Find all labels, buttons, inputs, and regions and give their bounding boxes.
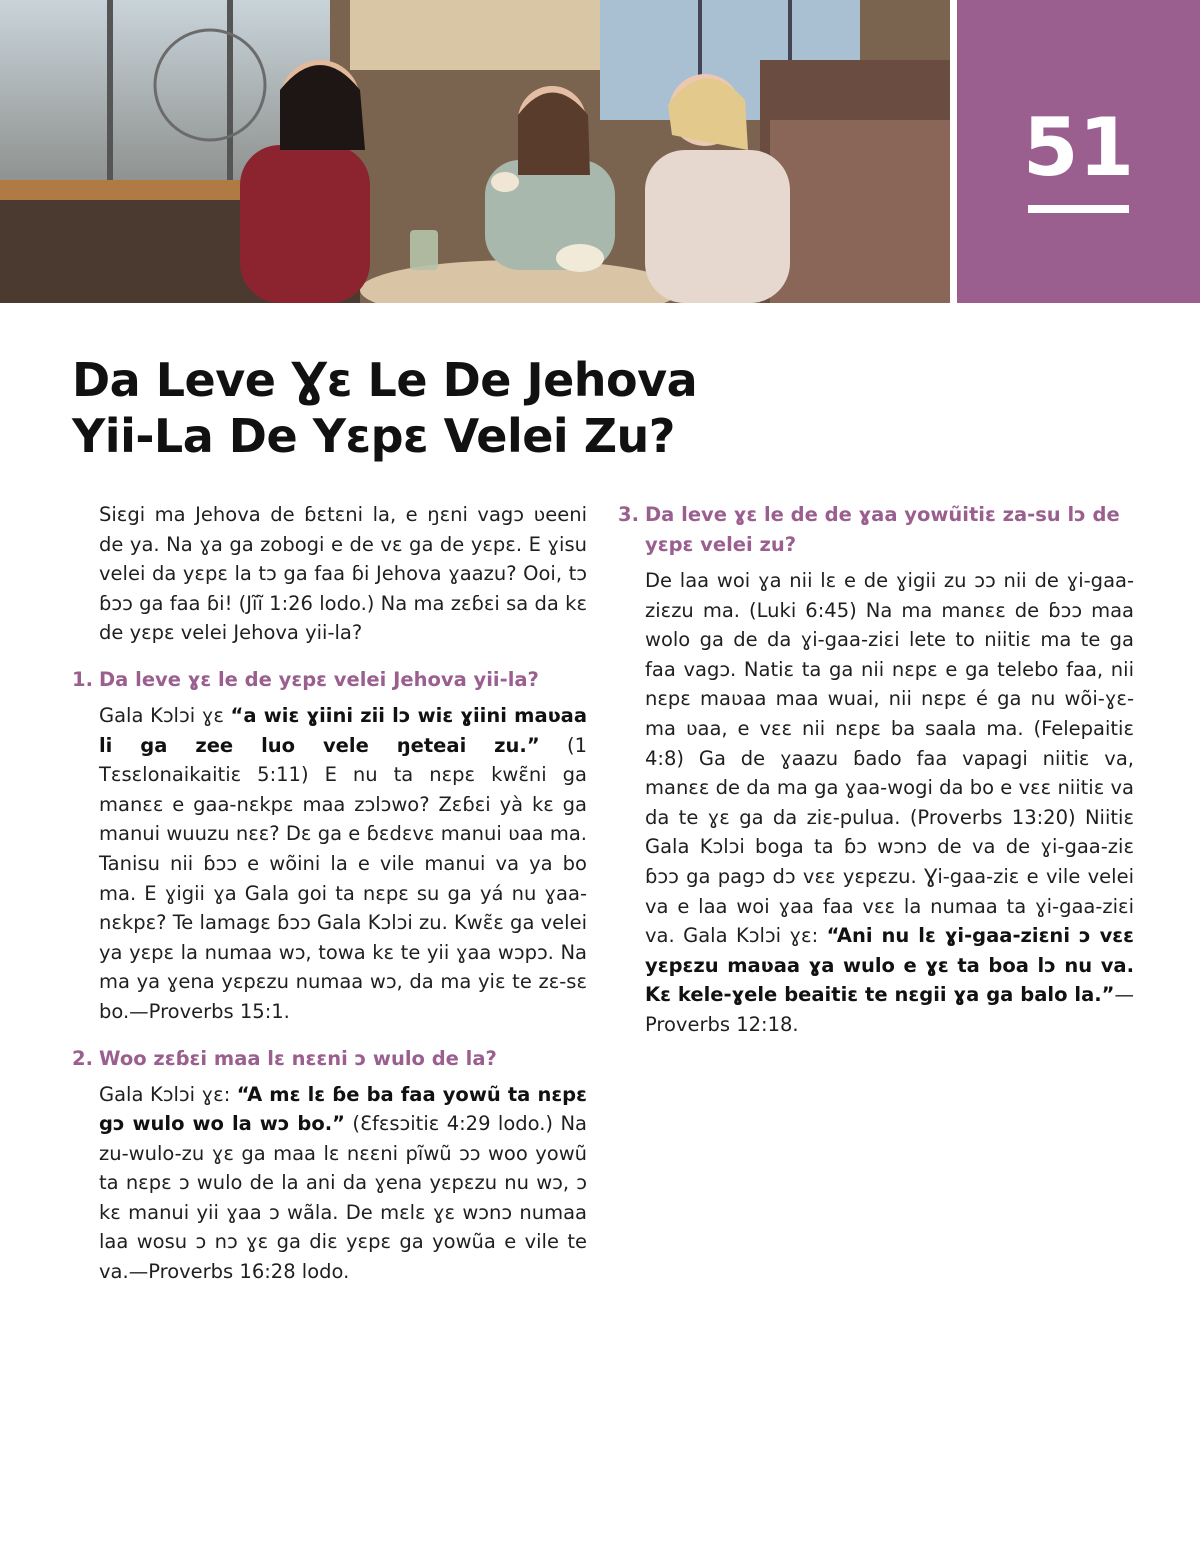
cafe-scene-illustration (0, 0, 950, 303)
section-2-pre: Gala Kɔlɔi ɣɛ: (99, 1082, 237, 1106)
page-title (72, 352, 772, 464)
section-1-pre: Gala Kɔlɔi ɣɛ (99, 703, 231, 727)
section-3-pre: De laa woi ɣa nii lɛ e de ɣigii zu ɔɔ nii de ɣi-gaa-ziɛzu ma. (Luki 6:45) Na ma manɛɛ de ɓɔɔ maa wolo ga de da ɣi-gaa-ziɛi lete to niitiɛ ma te ga faa vagɔ. Natiɛ ta ga nii nɛpɛ e ga telebo faa, nii nɛpɛ maʋaa maa wuai, nii nɛpɛ é ga nu wõi-ɣɛ-ma ʋaa, e vɛɛ nii nɛpɛ ba saala ma. (Felepaitiɛ 4:8) Ga de ɣaazu ɓado faa vapagi niitiɛ va, manɛɛ de da ma ga ɣaa-wogi da bo e vɛɛ niitiɛ va da te ɣɛ ga da ziɛ-pulua. (Proverbs 13:20) Niitiɛ Gala Kɔlɔi boga ta ɓɔ wɔnɔ de va de ɣi-gaa-ziɛ ɓɔɔ ga pagɔ dɔ vɛɛ yɛpɛzu. Ɣi-gaa-ziɛ e vile velei va e laa woi ɣaa faa vɛɛ la numaa ta ɣi-gaa-ziɛi va. Gala Kɔlɔi ɣɛ: (645, 569, 1134, 948)
section-1-question (72, 665, 587, 695)
title-line-1: Da Leve Ɣɛ Le De Jehova (72, 353, 698, 407)
lesson-number-underline (1028, 205, 1129, 213)
section-1-quote: “a wiɛ ɣiini zii lɔ wiɛ ɣiini maʋaa li ga zee luo vele ŋeteai zu.” (99, 703, 587, 757)
section-2-number: 2. (72, 1046, 93, 1070)
section-2-post: (Ɛfɛsɔitiɛ 4:29 lodo.) Na zu-wulo-zu ɣɛ ga maa lɛ nɛɛni pĩwũ ɔɔ woo yowũ ta nɛpɛ ɔ wulo de la ani da ɣena yɛpɛzu nu wɔ, ɔ kɛ manui yii ɣaa ɔ wãla. De mɛlɛ ɣɛ wɔnɔ numaa laa wosu ɔ nɔ ɣɛ ga diɛ yɛpɛ ga yowũa e vile te va.—Proverbs 16:28 lodo. (99, 1112, 587, 1284)
section-1-post: (1 Tɛsɛlonaikaitiɛ 5:11) E nu ta nɛpɛ kwɛ̃ni ga manɛɛ e gaa-nɛkpɛ maa zɔlɔwo? Zɛɓɛi yà kɛ ga manui wuuzu nɛɛ? Dɛ ga e ɓɛdɛvɛ manui ʋaa ma. Tanisu nii ɓɔɔ e wõini la e vile manui va ya bo ma. E ɣigii ɣa Gala goi ta nɛpɛ su ga yá nu ɣaa-nɛkpɛ? Te lamagɛ ɓɔɔ Gala Kɔlɔi zu. Kwɛ̃ɛ ga velei ya yɛpɛ la numaa wɔ, towa kɛ te yii ɣaa wɔpɔ. Na ma ya ɣena yɛpɛzu numaa wɔ, da ma yiɛ te zɛ-sɛ bo.—Proverbs 15:1. (99, 733, 587, 1023)
left-column (72, 500, 587, 1287)
section-2-question (72, 1044, 587, 1074)
section-3-post: —Proverbs 12:18. (645, 983, 1134, 1036)
right-column (618, 500, 1134, 1040)
section-1-paragraph (72, 701, 587, 1027)
lesson-number: 51 (1022, 101, 1135, 194)
section-2-quote: “A mɛ lɛ ɓe ba faa yowũ ta nɛpɛ gɔ wulo wo la wɔ bo.” (99, 1082, 587, 1136)
section-2-question-text: Woo zɛɓɛi maa lɛ nɛɛni ɔ wulo de la? (99, 1046, 497, 1070)
section-3-question (618, 500, 1134, 560)
section-3-quote: “Ani nu lɛ ɣi-gaa-ziɛni ɔ vɛɛ yɛpɛzu maʋaa ɣa wulo e ɣɛ ta boa lɔ nu va. Kɛ kele-ɣele beaitiɛ te nɛgii ɣa ga balo la.” (645, 924, 1134, 1007)
person-red-sweater (240, 145, 370, 303)
section-1-question-text: Da leve ɣɛ le de yɛpɛ velei Jehova yii-la? (99, 667, 539, 691)
intro-paragraph: Siɛgi ma Jehova de ɓɛtɛni la, e ŋɛni vagɔ ʋeeni de ya. Na ɣa ga zobogi e de vɛ ga de yɛpɛ. E ɣisu velei da yɛpɛ la tɔ ga faa ɓi Jehova ɣaazu? Ooi, tɔ ɓɔɔ ga faa ɓi! (Jĩĩ 1:26 lodo.) Na ma zɛɓɛi sa da kɛ de yɛpɛ velei Jehova yii-la? (99, 503, 587, 645)
section-2-paragraph (72, 1080, 587, 1287)
hero-photo (0, 0, 950, 303)
section-3-question-text: Da leve ɣɛ le de de ɣaa yowũitiɛ za-su lɔ de yɛpɛ velei zu? (645, 503, 1120, 556)
section-3-number: 3. (618, 503, 639, 526)
lesson-number-badge (957, 0, 1200, 303)
section-1-number: 1. (72, 667, 93, 691)
title-line-2: Yii-La De Yɛpɛ Velei Zu? (72, 409, 675, 463)
section-3-paragraph (618, 566, 1134, 1040)
person-cream-cardigan (645, 150, 790, 303)
